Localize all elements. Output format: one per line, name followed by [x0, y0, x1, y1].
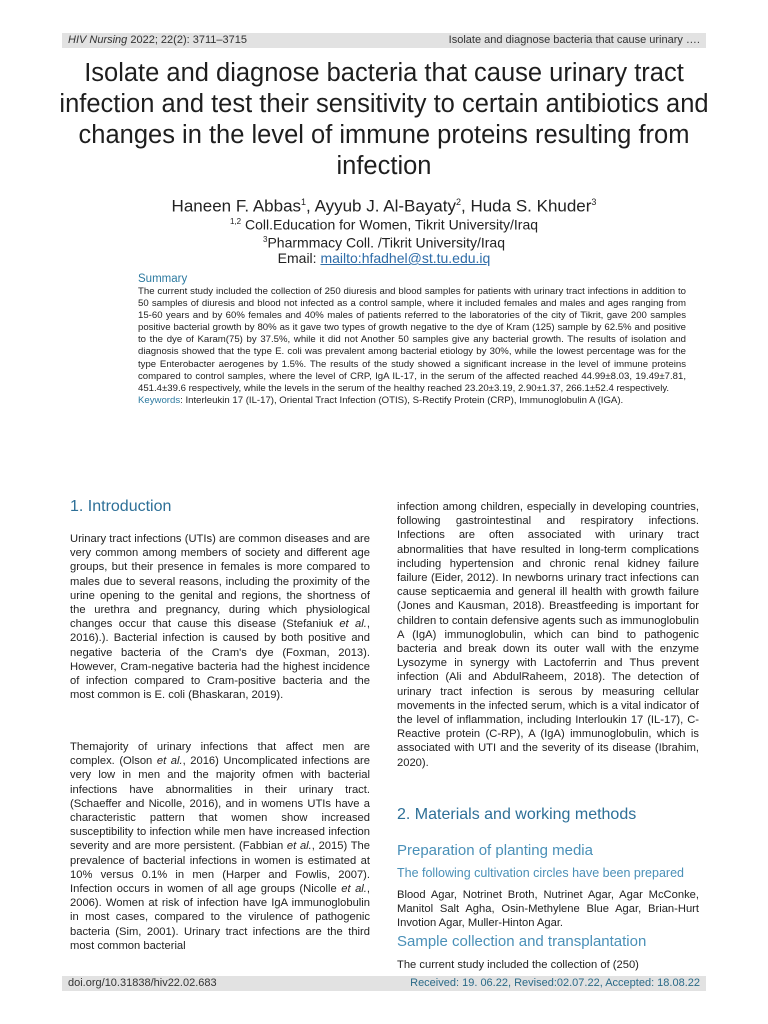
summary-heading: Summary — [138, 273, 188, 285]
paper-title: Isolate and diagnose bacteria that cause urinary tract infection and test their sensitivity to certain antibiotics and changes in the level of immune proteins resulting from infection — [59, 59, 709, 180]
doi-link[interactable]: doi.org/10.31838/hiv22.02.683 — [68, 977, 217, 989]
author-1: Haneen F. Abbas — [171, 196, 302, 216]
journal-citation: HIV Nursing 2022; 22(2): 3711–3715 — [68, 34, 247, 46]
subheading-cultivation: The following cultivation circles have been prepared — [397, 866, 684, 880]
author-2: Ayyub J. Al-Bayaty — [314, 196, 456, 216]
running-title: Isolate and diagnose bacteria that cause urinary …. — [448, 34, 700, 46]
footer-bar — [62, 976, 706, 991]
keywords-label: Keywords — [138, 394, 181, 406]
media-list-paragraph: Blood Agar, Notrinet Broth, Nutrinet Agar, Agar McConke, Manitol Salt Agha, Osin-Methylene Blue Agar, Brian-Hurt Invotion Agar, Muller-Hinton Agar. — [397, 889, 699, 930]
email-link[interactable]: mailto:hfadhel@st.tu.edu.iq — [320, 250, 491, 266]
running-header — [62, 33, 706, 48]
summary-text: The current study included the collection of 250 diuresis and blood samples for patients with urinary tract infections in addition to 50 samples of diuresis and blood not infected as a control sample, where it included females and males and ages ranging from 15-60 years and by 60% females and 40% males of patients referred to the laboratories of the city of Tikrit, gave 200 samples positive bacterial growth by 80% as it gave two types of growth negative to the dye of Kram (125) sample by 62.5% and positive to the dye of Karam(75) by 37.5%, while it did not Another 50 samples give any bacterial growth. The results of isolation and diagnosis showed that the type E. coli was prevalent among bacterial etiology by 30%, while the lowest percentage was for the type Enterobacter aerogenes by 1.5%. The results of the study showed a significant increase in the level of immune proteins compared to control samples, where the level of CRP, IgA IL-17, in the serum of the affected reached 44.99±8.03, 19.49±7.81, 451.4±39.6 respectively, while the levels in the serum of the healthy reached 23.20±3.19, 2.90±1.37, 266.1±52.4 respectively. — [138, 286, 686, 394]
intro-paragraph-2: Themajority of urinary infections that affect men are complex. (Olson et al., 2016) Uncomplicated infections are very low in men and the majority ofmen with bacterial infections have abnormalities in their urinary tract. (Schaeffer and Nicolle, 2016), and in womens UTIs have a characteristic pattern that women show increased susceptibility to infection while men have increased infection severity and are more persistent. (Fabbian et al., 2015) The prevalence of bacterial infections in women is estimated at 10% versus 0.1% in men (Harper and Fowlis, 2007). Infection occurs in women of all age groups (Nicolle et al., 2006). Women at risk of infection have IgA immunoglobulin in most cases, compared to the virulence of pathogenic bacteria (Sim, 2001). Urinary tract infections are the third most common bacterial — [70, 741, 370, 952]
section-heading-materials: 2. Materials and working methods — [397, 806, 637, 823]
article-dates: Received: 19. 06.22, Revised:02.07.22, Accepted: 18.08.22 — [410, 977, 700, 989]
affiliation-2: $^3$Pharmmacy Coll. /Tikrit University/Iraq — [263, 234, 505, 251]
author-list: Haneen F. Abbas$^1$, Ayyub J. Al-Bayaty$^2$, Huda S. Khuder$^3$ — [171, 196, 597, 216]
affiliation-1: $^{1,2}$ Coll.Education for Women, Tikrit University/Iraq — [229, 216, 539, 233]
contact-email: Email: mailto:hfadhel@st.tu.edu.iq — [277, 250, 491, 266]
subheading-planting-media: Preparation of planting media — [397, 842, 593, 859]
summary-block — [138, 272, 686, 407]
sample-collection-paragraph: The current study included the collection of (250) — [397, 959, 639, 971]
section-heading-introduction: 1. Introduction — [70, 498, 172, 515]
keywords-text: : Interleukin 17 (IL-17), Oriental Tract Infection (OTIS), S-Rectify Protein (CRP), Immunoglobulin A (IGA). — [180, 394, 624, 406]
subheading-sample-collection: Sample collection and transplantation — [397, 933, 647, 950]
author-3: Huda S. Khuder — [470, 196, 592, 216]
intro-paragraph-3: infection among children, especially in developing countries, following gastrointestinal and respiratory infections. Infections are often associated with urinary tract abnormalities that have resulted in long-term complications including hypertension and chronic renal kidney failure failure (Eider, 2012). In newborns urinary tract infections can cause septicaemia and general ill health with growth failure (Jones and Kausman, 2018). Breastfeeding is important for children to contain defensive agents such as immunoglobulin A (IgA) immunoglobulin, which can bind to pathogenic bacteria and break down its outer wall with the enzyme Lysozyme in synergy with Lactoferrin and Thus prevent infection (Ali and AbdulRaheem, 2018). The detection of urinary tract infection is serous by measuring cellular movements in the infected serum, which is a vital indicator of the level of inflammation, including Interloukin 17 (IL-17), C-Reactive protein (C-RP), A (IgA) immunoglobulin, which is associated with UTI and the severity of its disease (Ibrahim, 2020). — [397, 501, 699, 769]
intro-paragraph-1: Urinary tract infections (UTIs) are common diseases and are very common among members of society and different age groups, but their presence in females is more compared to males due to several reasons, including the proximity of the urine opening to the genital and regions, the shortness of the urethra and pregnancy, during which physiological changes occur that cause this disease (Stefaniuk et al., 2016).). Bacterial infection is caused by both positive and negative bacteria of the Cram's dye (Foxman, 2013). However, Cram-negative bacteria had the highest incidence of infection compared to Cram-positive bacteria and the most common is E. coli (Bhaskaran, 2019). — [70, 533, 370, 702]
